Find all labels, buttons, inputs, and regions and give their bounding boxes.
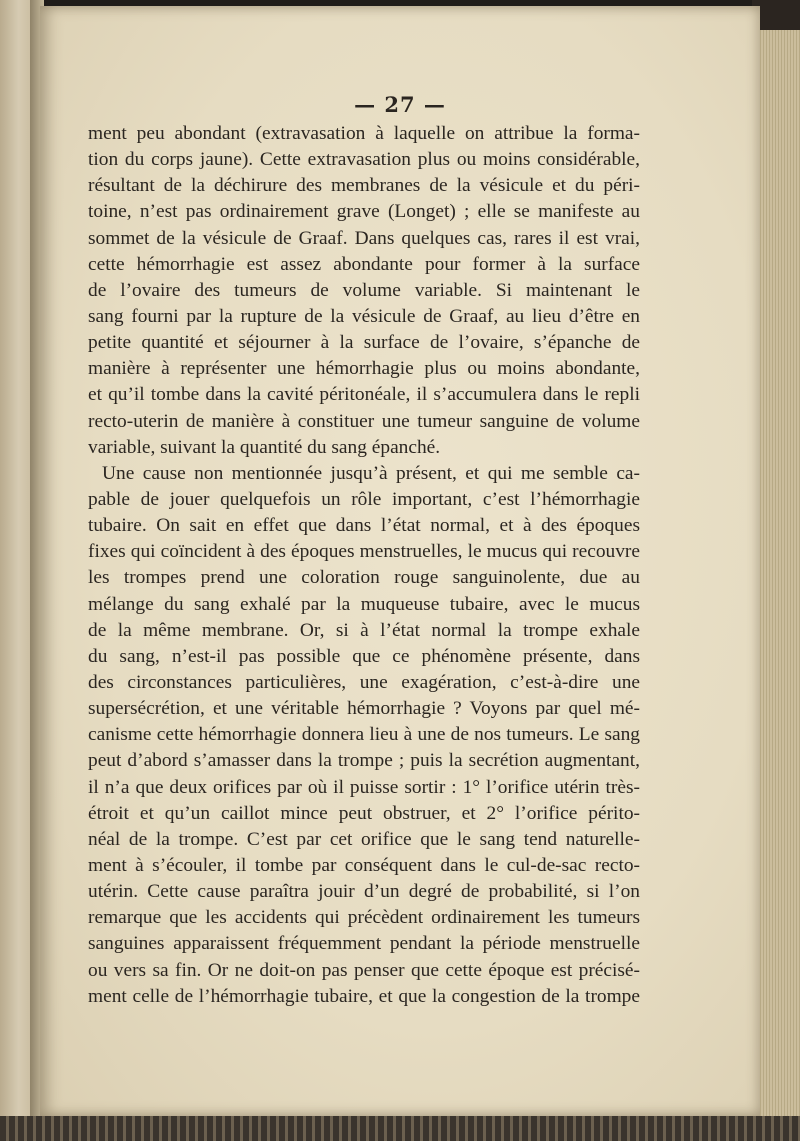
- text-line: toine, n’est pas ordinairement grave (Longet) ; elle se manifeste au: [88, 201, 640, 223]
- text-line: sanguines apparaissent fréquemment pendant la période menstruelle: [88, 933, 640, 955]
- text-line: ou vers sa fin. Or ne doit-on pas penser que cette époque est précisé-: [88, 959, 640, 981]
- text-line: de la même membrane. Or, si à l’état normal la trompe exhale: [88, 619, 640, 641]
- text-line: et qu’il tombe dans la cavité péritonéale, il s’accumulera dans le repli: [88, 384, 640, 406]
- text-line: tubaire. On sait en effet que dans l’état normal, et à des époques: [88, 515, 640, 537]
- text-line: résultant de la déchirure des membranes de la vésicule et du péri-: [88, 175, 640, 197]
- text-line: ment celle de l’hémorrhagie tubaire, et que la congestion de la trompe: [88, 985, 640, 1007]
- text-line: manière à représenter une hémorrhagie plus ou moins abondante,: [88, 358, 640, 380]
- text-line: les trompes prend une coloration rouge sanguinolente, due au: [88, 567, 640, 589]
- text-line: tion du corps jaune). Cette extravasation plus ou moins considérable,: [88, 149, 640, 171]
- body-text: [88, 121, 640, 1010]
- text-line-paragraph-start: Une cause non mentionnée jusqu’à présent, et qui me semble ca-: [102, 462, 640, 484]
- text-line: canisme cette hémorrhagie donnera lieu à une de nos tumeurs. Le sang: [88, 724, 640, 746]
- text-line: du sang, n’est-il pas possible que ce phénomène présente, dans: [88, 645, 640, 667]
- text-line-paragraph-end: variable, suivant la quantité du sang épanché.: [88, 436, 441, 458]
- text-line: néal de la trompe. C’est par cet orifice que le sang tend naturelle-: [88, 828, 640, 850]
- text-line: remarque que les accidents qui précèdent ordinairement les tumeurs: [88, 907, 640, 929]
- text-line: ment à s’écouler, il tombe par conséquent dans le cul-de-sac recto-: [88, 854, 640, 876]
- text-line: cette hémorrhagie est assez abondante pour former à la surface: [88, 253, 640, 275]
- text-line: sang fourni par la rupture de la vésicule de Graaf, au lieu d’être en: [88, 305, 640, 327]
- text-line: fixes qui coïncident à des époques menstruelles, le mucus qui recouvre: [88, 541, 640, 563]
- text-line: petite quantité et séjourner à la surface de l’ovaire, s’épanche de: [88, 332, 640, 354]
- book-page: [40, 6, 760, 1116]
- text-line: utérin. Cette cause paraîtra jouir d’un degré de probabilité, si l’on: [88, 881, 640, 903]
- text-line: ment peu abondant (extravasation à laquelle on attribue la forma-: [88, 123, 640, 144]
- scan-bottom-edge: [0, 1116, 800, 1141]
- text-line: supersécrétion, et une véritable hémorrhagie ? Voyons par quel mé-: [88, 698, 640, 720]
- text-line: mélange du sang exhalé par la muqueuse tubaire, avec le mucus: [88, 593, 640, 615]
- text-line: de l’ovaire des tumeurs de volume variable. Si maintenant le: [88, 279, 640, 301]
- text-line: il n’a que deux orifices par où il puisse sortir : 1° l’orifice utérin très-: [88, 776, 640, 798]
- text-line: recto-uterin de manière à constituer une tumeur sanguine de volume: [88, 410, 640, 432]
- page-number: — 27 —: [354, 92, 446, 117]
- text-line: étroit et qu’un caillot mince peut obstruer, et 2° l’orifice périto-: [88, 802, 640, 824]
- text-line: pable de jouer quelquefois un rôle important, c’est l’hémorrhagie: [88, 488, 640, 510]
- text-line: peut d’abord s’amasser dans la trompe ; puis la secrétion augmentant,: [88, 750, 640, 772]
- text-line: des circonstances particulières, une exagération, c’est-à-dire une: [88, 671, 640, 693]
- left-page-edge: [0, 0, 34, 1141]
- text-line: sommet de la vésicule de Graaf. Dans quelques cas, rares il est vrai,: [88, 227, 640, 249]
